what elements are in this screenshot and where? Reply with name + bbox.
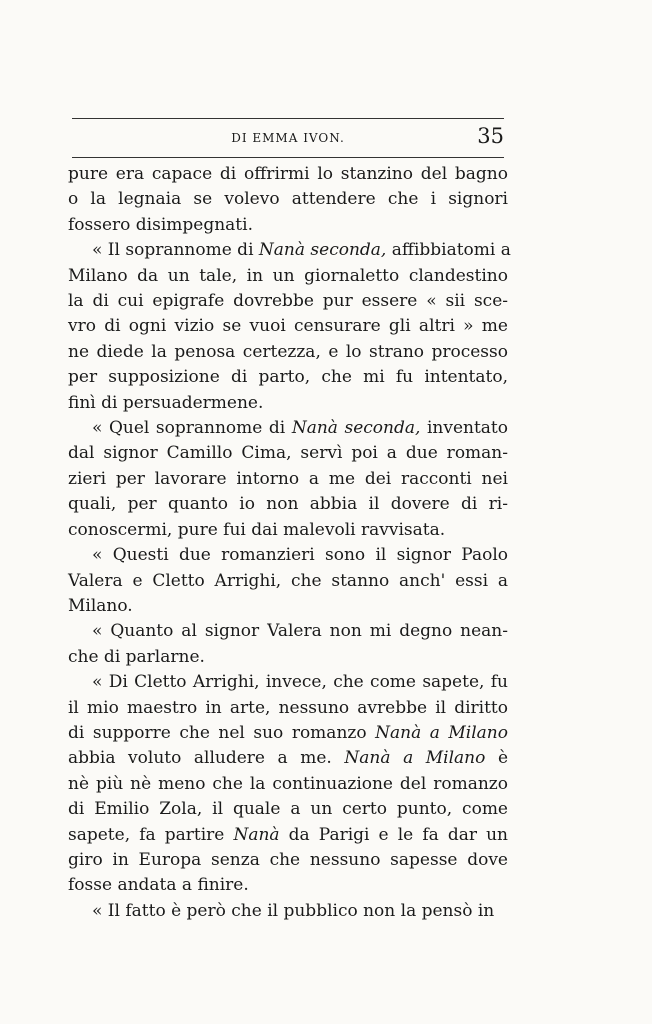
text-segment: è — [485, 748, 509, 769]
text-line — [68, 797, 508, 822]
text-segment: giro in Europa senza che nessuno sapesse dove — [68, 849, 508, 870]
text-segment: zieri per lavorare intorno a me dei racconti nei — [68, 468, 508, 489]
header-rule-top — [72, 118, 504, 119]
page-header — [72, 124, 504, 154]
text-segment: nè più nè meno che la continuazione del romanzo — [68, 773, 508, 794]
text-segment: abbia voluto alludere a me. — [68, 748, 345, 769]
text-segment: « Il fatto è però che il pubblico non la pensò in — [92, 900, 495, 921]
text-line — [68, 492, 508, 517]
text-segment: dal signor Camillo Cima, servì poi a due roman- — [68, 443, 508, 464]
text-line — [68, 569, 508, 594]
page-number: 35 — [477, 124, 504, 148]
text-line — [68, 416, 508, 441]
italic-title: Nanà a Milano — [344, 748, 486, 769]
text-line — [68, 721, 508, 746]
text-line — [68, 264, 508, 289]
text-segment: per supposizione di parto, che mi fu intentato, — [68, 367, 508, 388]
text-segment: Milano. — [68, 595, 133, 616]
header-rule-bottom — [72, 157, 504, 158]
paragraph — [68, 899, 508, 924]
text-segment: che di parlarne. — [68, 646, 205, 667]
text-segment: pure era capace di offrirmi lo stanzino del bagno — [68, 164, 508, 184]
text-segment: « Quanto al signor Valera non mi degno nean- — [92, 621, 508, 642]
text-segment: « Di Cletto Arrighi, invece, che come sapete, fu — [92, 672, 508, 693]
text-line — [68, 873, 508, 898]
text-segment: « Il soprannome di — [92, 240, 259, 261]
text-segment: ne diede la penosa certezza, e lo strano processo — [68, 341, 508, 362]
paragraph — [68, 162, 508, 238]
body-text — [68, 162, 511, 924]
text-line — [68, 619, 508, 644]
text-line — [68, 391, 508, 416]
text-line — [68, 467, 508, 492]
paragraph — [68, 238, 511, 416]
text-segment: di Emilio Zola, il quale a un certo punto, come — [68, 799, 508, 820]
text-line — [68, 365, 508, 390]
text-line — [68, 238, 511, 263]
paragraph — [68, 416, 508, 543]
paragraph — [68, 670, 508, 899]
running-head: DI EMMA IVON. — [231, 131, 345, 145]
text-segment: vro di ogni vizio se vuoi censurare gli altri » me — [68, 316, 508, 337]
text-segment: Valera e Cletto Arrighi, che stanno anch' essi a — [68, 570, 508, 591]
text-segment: da Parigi e le fa dar un — [279, 824, 508, 845]
text-line — [68, 543, 508, 568]
text-segment: il mio maestro in arte, nessuno avrebbe il diritto — [68, 697, 508, 718]
text-line — [68, 213, 508, 238]
text-line — [68, 340, 508, 365]
text-segment: conoscermi, pure fui dai malevoli ravvisata. — [68, 519, 446, 540]
text-segment: affibbiatomi a — [386, 240, 511, 261]
text-line — [68, 162, 508, 187]
text-line — [68, 899, 508, 924]
text-line — [68, 772, 508, 797]
text-line — [68, 823, 508, 848]
text-segment: la di cui epigrafe dovrebbe pur essere « sii sce- — [68, 291, 508, 312]
text-line — [68, 696, 508, 721]
text-segment: fossero disimpegnati. — [68, 214, 253, 235]
text-segment: o la legnaia se volevo attendere che i signori — [68, 189, 508, 210]
italic-title: Nanà seconda, — [291, 418, 421, 439]
text-line — [68, 518, 508, 543]
italic-title: Nanà seconda, — [258, 240, 387, 261]
text-segment: « Quel soprannome di — [92, 418, 292, 439]
paragraph — [68, 619, 508, 670]
text-segment: Milano da un tale, in un giornaletto clandestino — [68, 265, 508, 286]
text-segment: inventato — [420, 418, 508, 439]
text-line — [68, 594, 508, 619]
text-line — [68, 645, 508, 670]
text-line — [68, 187, 508, 212]
text-line — [68, 314, 508, 339]
text-segment: sapete, fa partire — [68, 824, 234, 845]
italic-title: Nanà a Milano — [375, 722, 508, 743]
text-segment: quali, per quanto io non abbia il dovere di ri- — [68, 494, 508, 515]
text-segment: finì di persuadermene. — [68, 392, 264, 413]
text-segment: fosse andata a finire. — [68, 875, 249, 896]
text-segment: di supporre che nel suo romanzo — [68, 722, 376, 743]
italic-title: Nanà — [233, 824, 280, 845]
paragraph — [68, 543, 508, 619]
text-line — [68, 746, 508, 771]
text-line — [68, 289, 508, 314]
text-line — [68, 848, 508, 873]
text-line — [68, 670, 508, 695]
text-segment: « Questi due romanzieri sono il signor Paolo — [92, 545, 508, 566]
text-line — [68, 441, 508, 466]
